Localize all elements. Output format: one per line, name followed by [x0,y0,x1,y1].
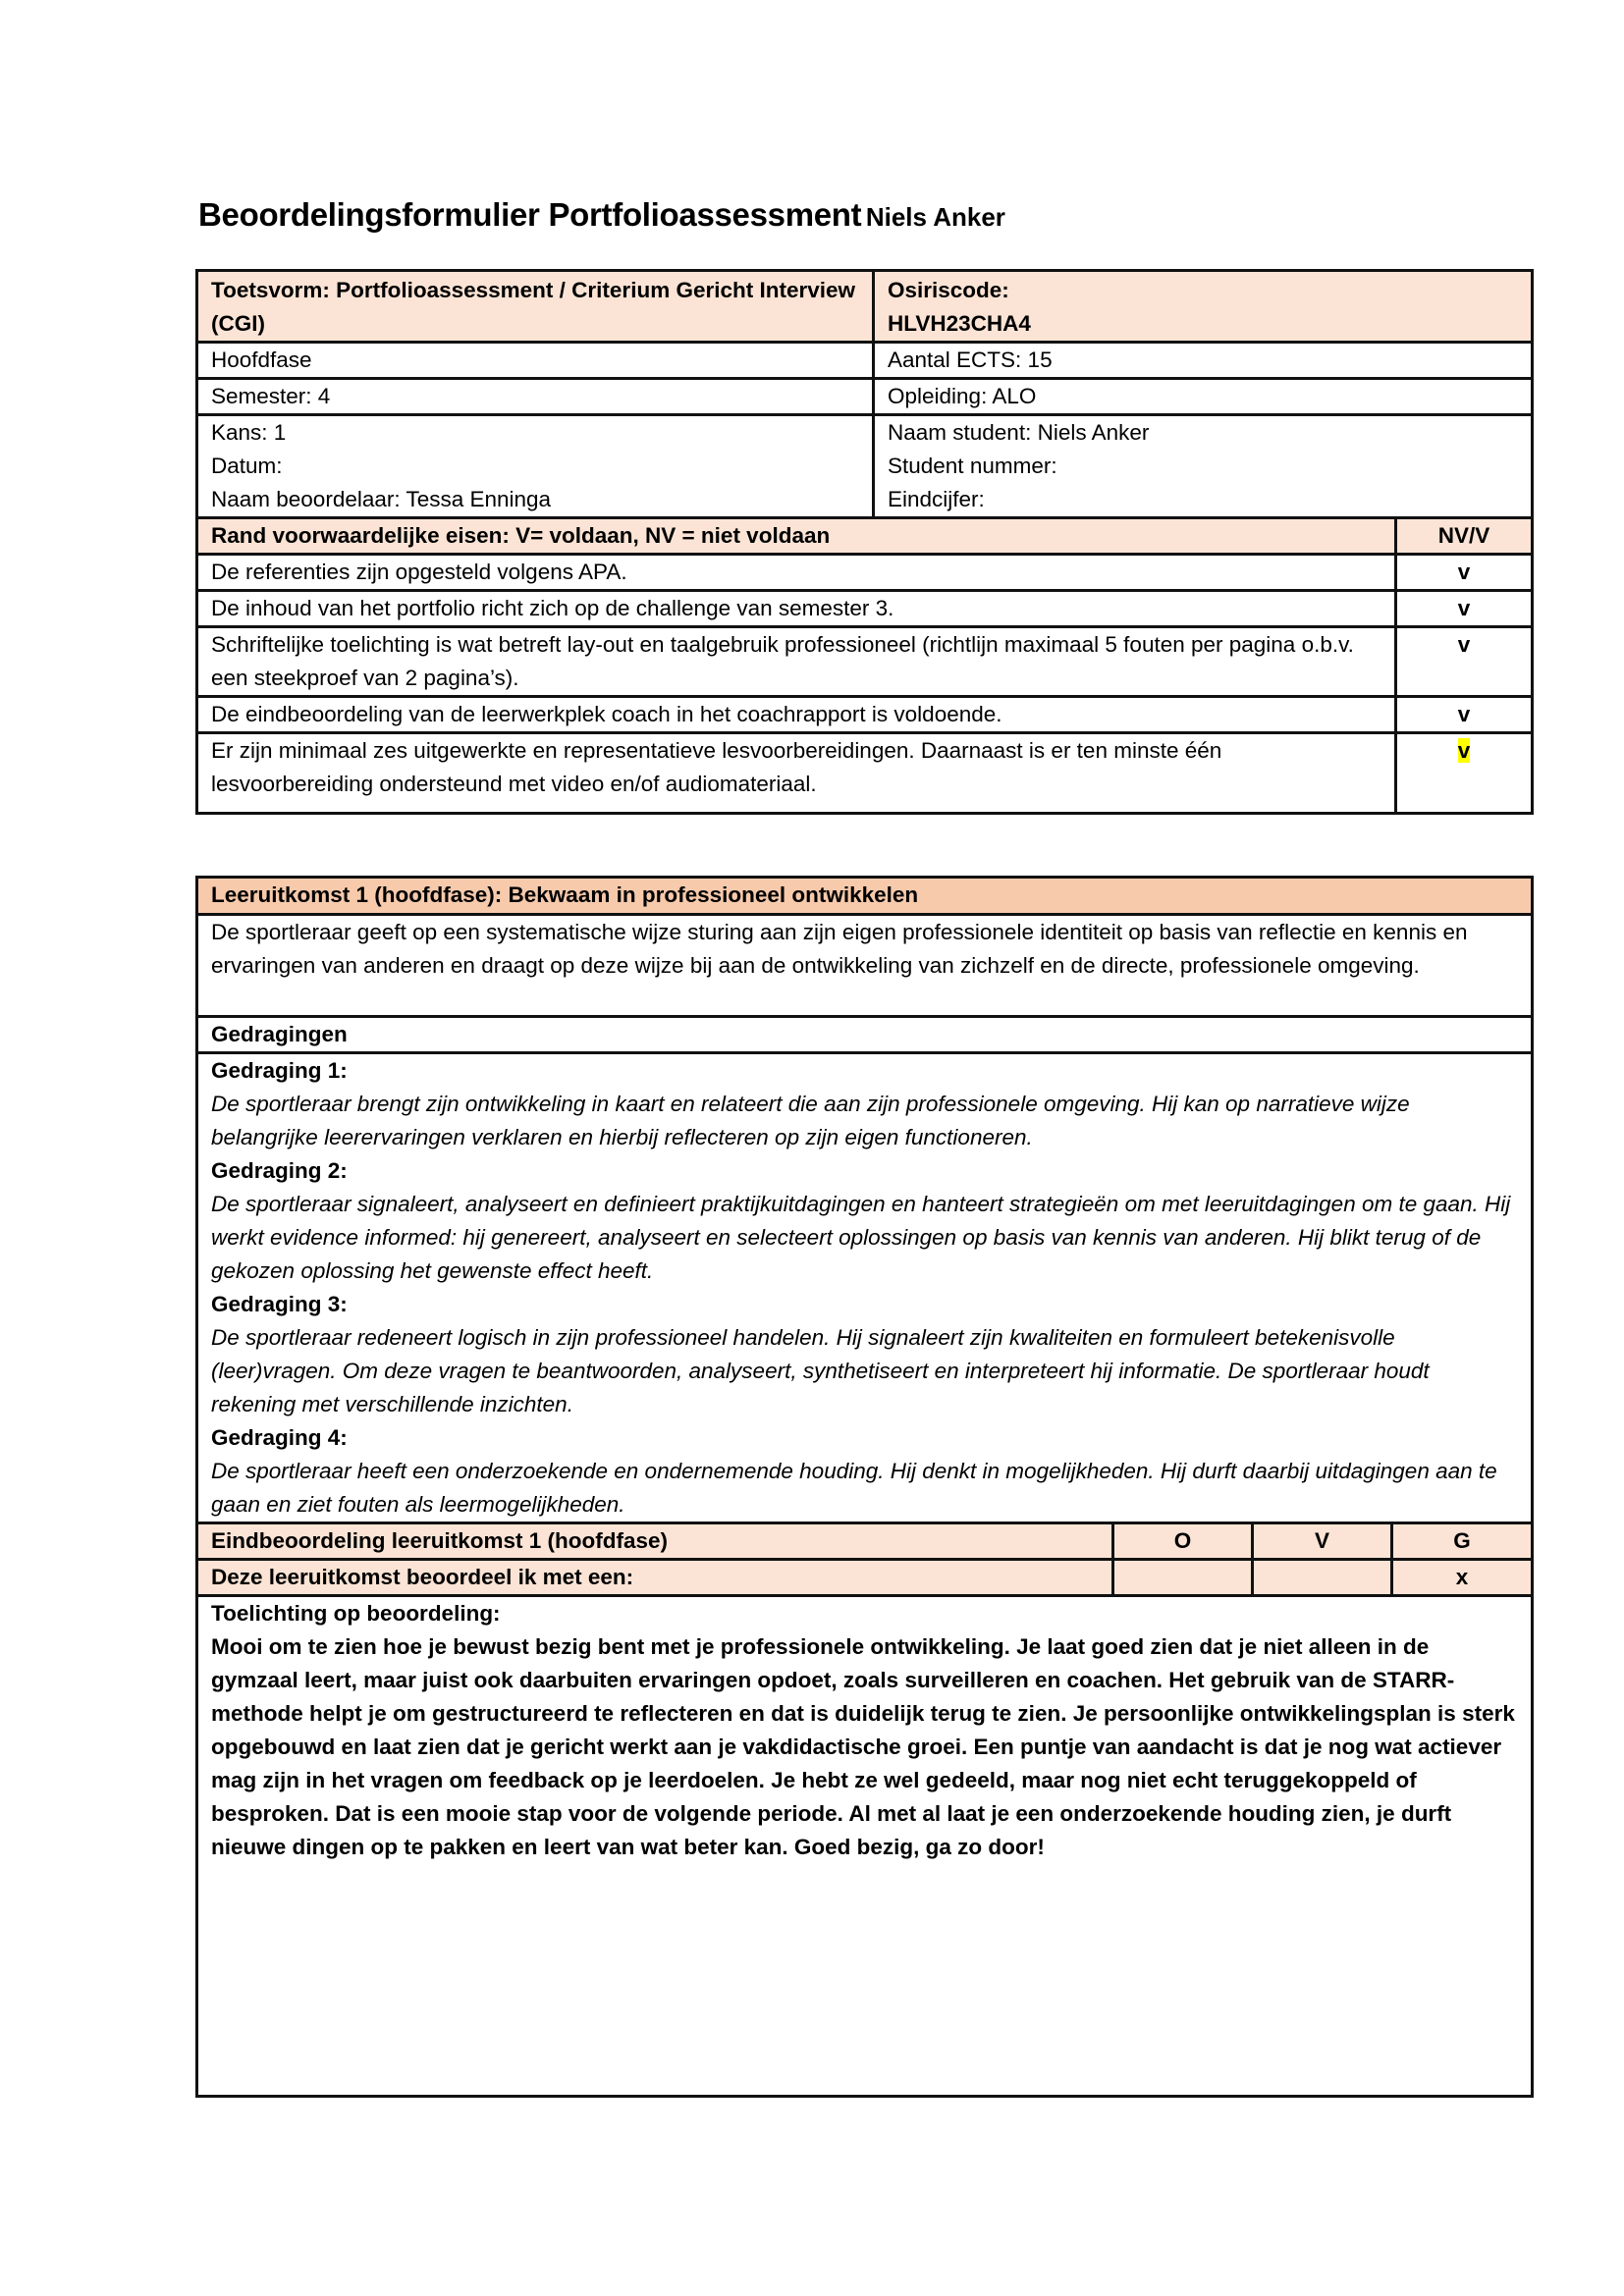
requirement-value: v [1396,591,1533,627]
toelichting-cell [197,1596,1533,2097]
rand-header: Rand voorwaardelijke eisen: V= voldaan, NV = niet voldaan [197,518,1396,555]
toelichting-row [197,1596,1533,2097]
gedraging-text: De sportleraar heeft een onderzoekende en ondernemende houding. Hij denkt in mogelijkheden. Hij durft daarbij uitdagingen aan te gaan en ziet fouten als leermogelijkheden. [211,1459,1497,1517]
toelichting-text: Mooi om te zien hoe je bewust bezig bent met je professionele ontwikkeling. Je laat goed zien dat je niet alleen in de gymzaal leert, maar juist ook daarbuiten ervaringen opdoet, zoals surveilleren en coachen. Het gebruik van de STARR-methode helpt je om gestructureerd te reflecteren en dat is duidelijk terug te zien. Je persoonlijke ontwikkelingsplan is sterk opgebouwd en laat zien dat je gericht werkt aan je vakdidactische groei. Een puntje van aandacht is dat je nog wat actiever mag zijn in het vragen om feedback op je leerdoelen. Je hebt ze wel gedeeld, maar nog niet echt teruggekoppeld of besproken. Dat is een mooie stap voor de volgende periode. Al met al laat je een onderzoekende houding zien, je durft nieuwe dingen op te pakken en leert van wat beter kan. Goed bezig, ga zo door! [211,1634,1515,1859]
leeruitkomst-description: De sportleraar geeft op een systematische wijze sturing aan zijn eigen professionele identiteit op basis van reflectie en kennis en ervaringen van anderen en draagt op deze wijze bij aan de ontwikkeling van zichzelf en de directe, professionele omgeving. [197,915,1533,1017]
osiris-cell [874,271,1533,343]
gedraging-text: De sportleraar signaleert, analyseert en definieert praktijkuitdagingen en hanteert strategieën om met leeruitdagingen om te gaan. Hij werkt evidence informed: hij genereert, analyseert en selecteert oplossingen op basis van kennis van anderen. Hij blikt terug of de gekozen oplossing het gewenste effect heeft. [211,1192,1511,1283]
form-title: Beoordelingsformulier Portfolioassessment [198,196,862,233]
gedragingen-label-row [197,1017,1533,1053]
requirement-value-highlighted: v [1457,738,1471,763]
gedraging-label: Gedraging 3: [211,1292,348,1316]
requirement-text: Schriftelijke toelichting is wat betreft lay-out en taalgebruik professioneel (richtlijn maximaal 5 fouten per pagina o.b.v. een steekproef van 2 pagina’s). [197,627,1396,697]
info-row [197,415,1533,518]
scale-g: G [1392,1523,1533,1560]
eindcijfer: Eindcijfer: [888,487,985,511]
beoordeel-row [197,1560,1533,1596]
rand-header-row [197,518,1533,555]
requirement-text: De eindbeoordeling van de leerwerkplek coach in het coachrapport is voldoende. [197,697,1396,733]
mark-g[interactable]: x [1392,1560,1533,1596]
fase-cell: Hoofdfase [197,343,874,379]
leeruitkomst-header: Leeruitkomst 1 (hoofdfase): Bekwaam in professioneel ontwikkelen [197,878,1533,915]
requirement-value: v [1396,555,1533,591]
scale-v: V [1253,1523,1392,1560]
info-table [195,269,1534,815]
requirement-row [197,555,1533,591]
leeruitkomst-description-row [197,915,1533,1017]
kans: Kans: 1 [211,420,287,445]
osiris-code: HLVH23CHA4 [888,311,1031,336]
datum: Datum: [211,454,283,478]
gedraging-label: Gedraging 2: [211,1158,348,1183]
osiris-label: Osiriscode: [888,278,1009,302]
info-row [197,343,1533,379]
gedraging-label: Gedraging 1: [211,1058,348,1083]
gedraging-text: De sportleraar redeneert logisch in zijn professioneel handelen. Hij signaleert zijn kwaliteiten en formuleert betekenisvolle (leer)vragen. Om deze vragen te beantwoorden, analyseert, synthetiseert en interpreteert hij informatie. De sportleraar houdt rekening met verschillende inzichten. [211,1325,1430,1416]
student-cell [874,415,1533,518]
gedragingen-row [197,1053,1533,1523]
requirement-value: v [1396,627,1533,697]
leeruitkomst-header-row [197,878,1533,915]
semester-cell: Semester: 4 [197,379,874,415]
requirement-row [197,591,1533,627]
ects-cell: Aantal ECTS: 15 [874,343,1533,379]
kans-cell [197,415,874,518]
requirement-row [197,627,1533,697]
toetsvorm-cell: Toetsvorm: Portfolioassessment / Criterium Gericht Interview (CGI) [197,271,874,343]
eindbeoordeling-label: Eindbeoordeling leeruitkomst 1 (hoofdfase) [197,1523,1113,1560]
mark-v[interactable] [1253,1560,1392,1596]
student-name-title: Niels Anker [865,202,1005,232]
page-title [198,196,1005,234]
info-row [197,379,1533,415]
requirement-value: v [1396,697,1533,733]
requirement-text: De referenties zijn opgesteld volgens APA. [197,555,1396,591]
eindbeoordeling-row [197,1523,1533,1560]
student-naam: Naam student: Niels Anker [888,420,1150,445]
scale-o: O [1113,1523,1253,1560]
mark-o[interactable] [1113,1560,1253,1596]
gedraging-label: Gedraging 4: [211,1425,348,1450]
beoordelaar: Naam beoordelaar: Tessa Enninga [211,487,552,511]
beoordeel-label: Deze leeruitkomst beoordeel ik met een: [197,1560,1113,1596]
nv-v-column-header: NV/V [1396,518,1533,555]
requirement-text: De inhoud van het portfolio richt zich op de challenge van semester 3. [197,591,1396,627]
student-nummer: Student nummer: [888,454,1057,478]
opleiding-cell: Opleiding: ALO [874,379,1533,415]
gedragingen-label: Gedragingen [197,1017,1533,1053]
leeruitkomst-table [195,876,1534,2098]
requirement-row [197,733,1533,814]
gedragingen-cell [197,1053,1533,1523]
requirement-row [197,697,1533,733]
gedraging-text: De sportleraar brengt zijn ontwikkeling in kaart en relateert die aan zijn professionele omgeving. Hij kan op narratieve wijze belangrijke leerervaringen verklaren en hierbij reflecteren op zijn eigen functioneren. [211,1092,1410,1149]
requirement-value-cell [1396,733,1533,814]
toelichting-label: Toelichting op beoordeling: [211,1601,501,1626]
info-header-row [197,271,1533,343]
requirement-text: Er zijn minimaal zes uitgewerkte en representatieve lesvoorbereidingen. Daarnaast is er ten minste één lesvoorbereiding ondersteund met video en/of audiomateriaal. [197,733,1396,814]
